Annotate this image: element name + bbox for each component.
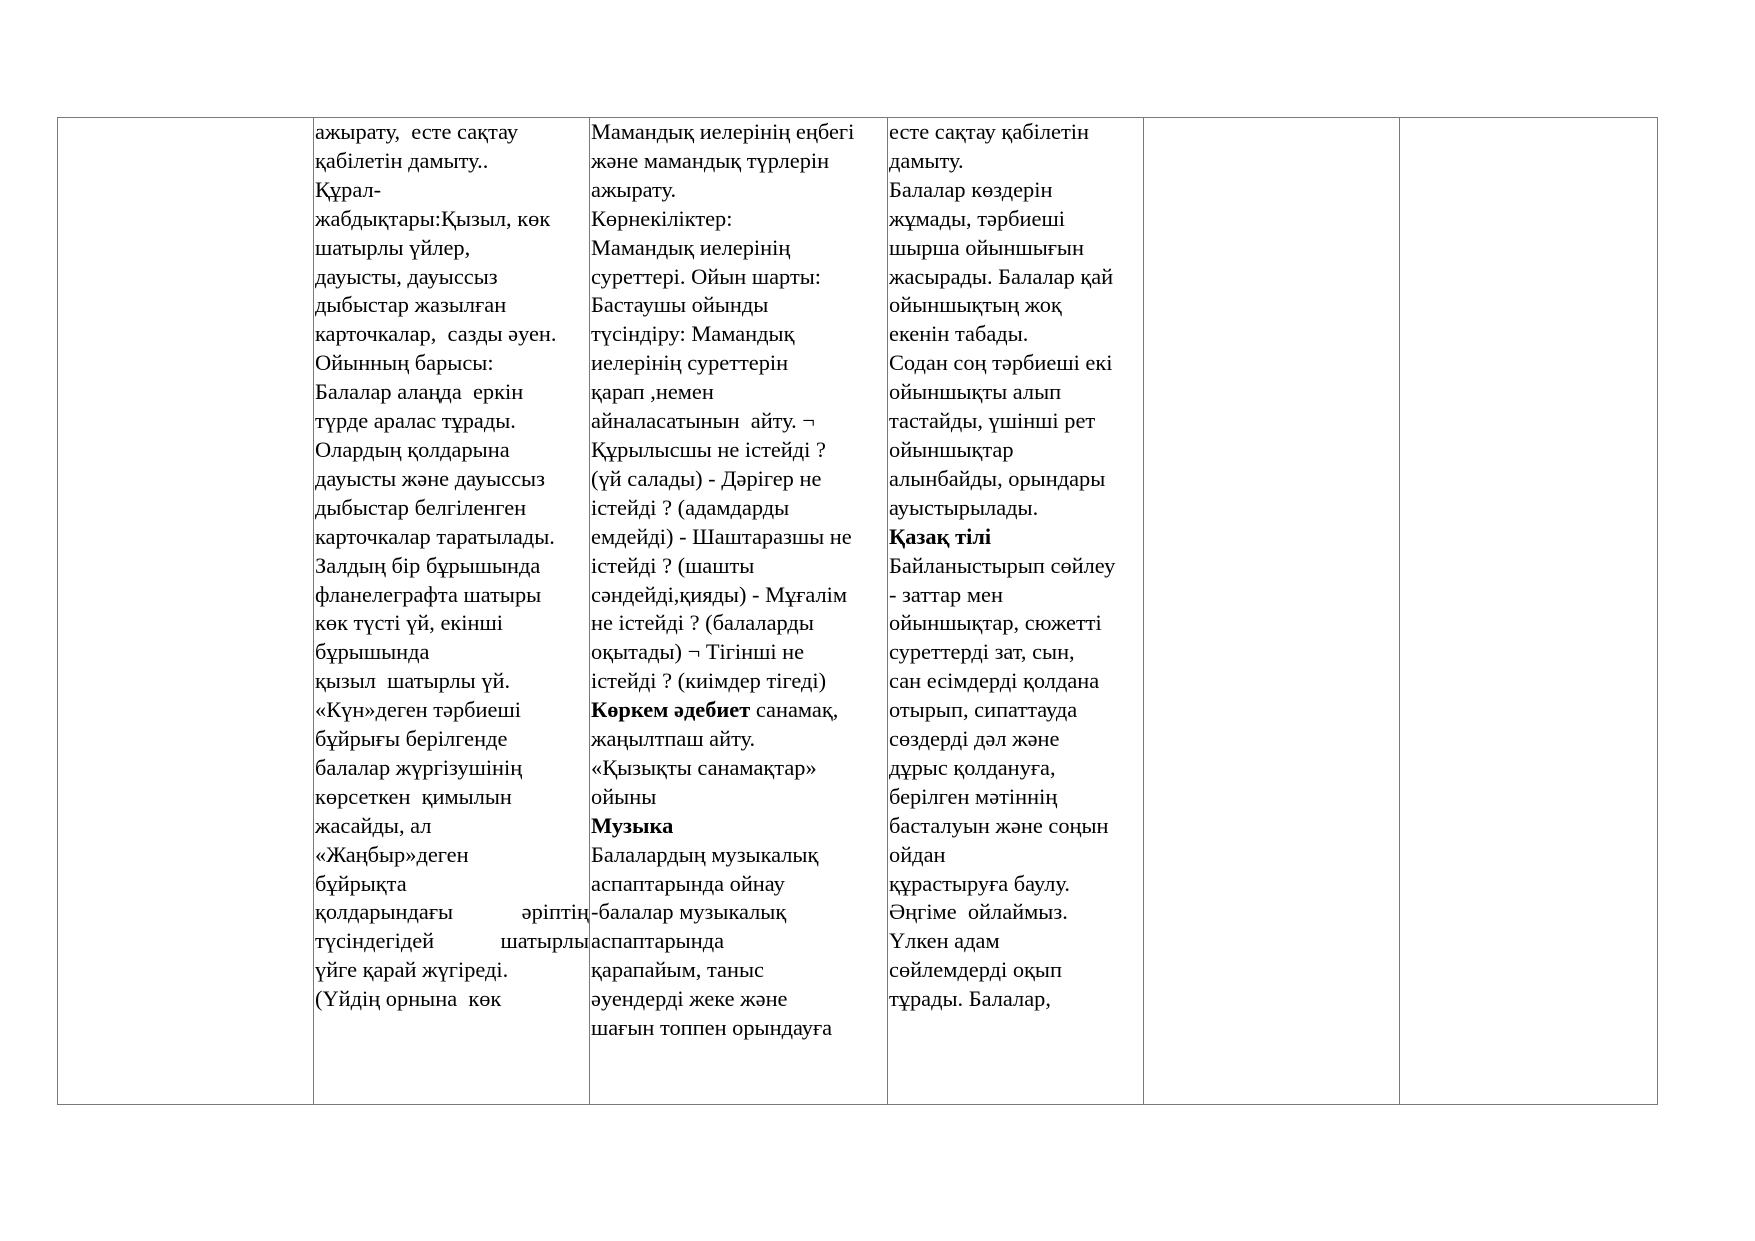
text-line: карточкалар, сазды әуен.	[315, 321, 557, 347]
text-line: Үлкен адам	[889, 928, 1000, 954]
text-line: қабілетін дамыту..	[315, 147, 489, 173]
text-line: «Жаңбыр»деген	[315, 841, 469, 867]
text-line: Мамандық иелерінің	[591, 234, 791, 260]
text-line: тұрады. Балалар,	[889, 986, 1051, 1012]
text-line: - заттар мен	[889, 581, 1003, 607]
text-line: Залдың бір бұрышында	[315, 552, 541, 578]
text-line: шырша ойыншығын	[889, 234, 1084, 260]
text-line: ойыншықтар, сюжетті	[889, 610, 1102, 636]
text-line: тастайды, үшінші рет	[889, 408, 1096, 434]
text-line: не істейді ? (балаларды	[591, 610, 814, 636]
section-heading-literature: Көркем әдебиет	[591, 697, 751, 723]
text-line: көк түсті үй, екінші	[315, 610, 503, 636]
text-line: жұмады, тәрбиеші	[889, 205, 1065, 231]
cell-text-col4	[888, 118, 1143, 1014]
text-line: дыбыстар жазылған	[315, 292, 507, 318]
text-line: жабдықтары:Қызыл, көк	[315, 205, 551, 231]
text-line: бұрышында	[315, 639, 430, 665]
text-line: көрсеткен қимылын	[315, 783, 512, 809]
text-line: құрастыруға баулу.	[889, 870, 1070, 896]
text-line: аспаптарында ойнау	[591, 870, 785, 896]
text-line: ажырату.	[591, 176, 677, 202]
text-line: аспаптарында	[591, 928, 725, 954]
table-row	[58, 118, 1658, 1105]
text-line: сәндейді,қияды) - Мұғалім	[591, 581, 848, 607]
text-line: Содан соң тәрбиеші екі	[889, 350, 1113, 376]
text-line: істейді ? (шашты	[591, 552, 755, 578]
text-line: жасырады. Балалар қай	[889, 263, 1114, 289]
text-line: дауысты, дауыссыз	[315, 263, 498, 289]
text-line: «Қызықты санамақтар»	[591, 754, 817, 780]
text-line: (Үйдің орнына көк	[315, 986, 502, 1012]
text-line: жасайды, ал	[315, 812, 432, 838]
table-cell-col3	[590, 118, 888, 1105]
table-cell-col5	[1144, 118, 1400, 1105]
text-line: ойыншықтар	[889, 436, 1014, 462]
text-line: «Күн»деген тәрбиеші	[315, 697, 521, 723]
text-line: қарап ,немен	[591, 379, 714, 405]
text-line: ойыны	[591, 783, 657, 809]
text-line: Ойынның барысы:	[315, 350, 494, 376]
text-line: ойдан	[889, 841, 946, 867]
text-line: бұйрығы берілгенде	[315, 726, 508, 752]
text-line: және мамандық түрлерін	[591, 147, 830, 173]
table-cell-col2	[314, 118, 590, 1105]
text-line: отырып, сипаттауда	[889, 697, 1078, 723]
text-line: Көрнекіліктер:	[591, 205, 733, 231]
text-line: алынбайды, орындары	[889, 465, 1106, 491]
text-line: сан есімдерді қолдана	[889, 668, 1100, 694]
table-cell-col6	[1400, 118, 1658, 1105]
table-cell-col1	[58, 118, 314, 1105]
section-heading-kazakh-language: Қазақ тілі	[889, 523, 992, 549]
text-line: (үй салады) - Дәрігер не	[591, 465, 822, 491]
text-line: айналасатынын айту. ¬	[591, 408, 815, 434]
text-line: ауыстырылады.	[889, 494, 1039, 520]
text-line: әуендерді жеке және	[591, 986, 788, 1012]
text-line: үйге қарай жүгіреді.	[315, 957, 509, 983]
text-line: дыбыстар белгіленген	[315, 494, 527, 520]
text-line: қызыл шатырлы үй.	[315, 668, 511, 694]
text-line: иелерінің суреттерін	[591, 350, 789, 376]
text-line	[591, 696, 887, 725]
text-line: дұрыс қолдануға,	[889, 754, 1056, 780]
cell-text-col2	[314, 118, 589, 1014]
text-line: түсіндіру: Мамандық	[591, 321, 795, 347]
text-line: Әңгіме ойлаймыз.	[889, 899, 1068, 925]
text-line: Құрал-	[315, 176, 382, 202]
text-line: карточкалар таратылады.	[315, 523, 555, 549]
text-line: шатырлы үйлер,	[315, 234, 471, 260]
text-line: Бастаушы ойынды	[591, 292, 769, 318]
text-line: Мамандық иелерінің еңбегі	[591, 119, 855, 144]
text-line: суреттері. Ойын шарты:	[591, 263, 821, 289]
text-line: Құрылысшы не істейді ?	[591, 436, 826, 462]
text-fragment: санамақ,	[750, 697, 839, 723]
text-line: бұйрықта	[315, 870, 407, 896]
section-heading-music: Музыка	[591, 812, 674, 838]
text-line: фланелеграфта шатыры	[315, 581, 542, 607]
text-line: емдейді) - Шаштаразшы не	[591, 523, 852, 549]
plan-table	[57, 117, 1658, 1105]
text-line: ойыншықты алып	[889, 379, 1062, 405]
text-line: дамыту.	[889, 147, 964, 173]
text-line: Балалар көздерін	[889, 176, 1053, 202]
text-line: оқытады) ¬ Тігінші не	[591, 639, 805, 665]
text-line: берілген мәтіннің	[889, 783, 1058, 809]
text-line: басталуын және соңын	[889, 812, 1109, 838]
text-line: қолдарындағы әріптің	[315, 899, 589, 925]
text-line: түсіндегідей шатырлы	[315, 928, 589, 954]
text-line: жаңылтпаш айту.	[591, 726, 756, 752]
text-line: түрде аралас тұрады.	[315, 408, 516, 434]
text-line: сөздерді дәл және	[889, 726, 1060, 752]
text-line: шағын топпен орындауға	[591, 1015, 833, 1041]
text-line: есте сақтау қабілетін	[889, 119, 1089, 144]
text-line: қарапайым, таныс	[591, 957, 764, 983]
text-line: ойыншықтың жоқ	[889, 292, 1062, 318]
text-line: балалар жүргізушінің	[315, 754, 523, 780]
text-line: суреттерді зат, сын,	[889, 639, 1075, 665]
table-cell-col4	[888, 118, 1144, 1105]
text-line: Балалардың музыкалық	[591, 841, 819, 867]
text-line: істейді ? (киімдер тігеді)	[591, 668, 827, 694]
text-line: -балалар музыкалық	[591, 899, 787, 925]
text-line: сөйлемдерді оқып	[889, 957, 1062, 983]
text-line: ажырату, есте сақтау	[315, 119, 519, 144]
text-line: Олардың қолдарына	[315, 436, 510, 462]
text-line: істейді ? (адамдарды	[591, 494, 790, 520]
cell-text-col3	[590, 118, 887, 1043]
text-line: екенін табады.	[889, 321, 1029, 347]
text-line: Байланыстырып сөйлеу	[889, 552, 1116, 578]
text-line: дауысты және дауыссыз	[315, 465, 545, 491]
text-line: Балалар алаңда еркін	[315, 379, 524, 405]
